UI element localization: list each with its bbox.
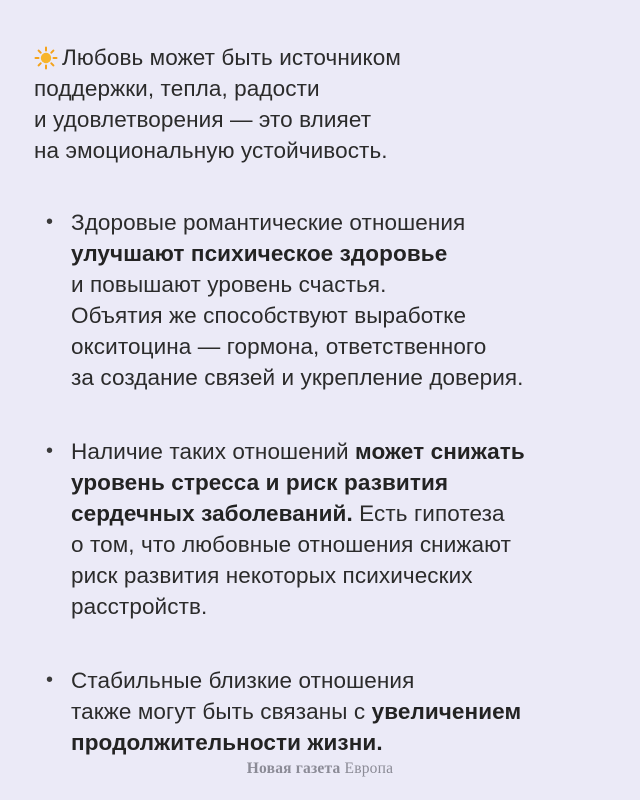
brand-name: Новая газета: [246, 760, 341, 777]
bullet-line: [71, 467, 614, 498]
bullet-line: [71, 696, 614, 727]
bullet-line: [71, 560, 614, 591]
bullet-item: [34, 436, 614, 622]
bullet-item: [34, 207, 614, 393]
text-segment: Наличие таких отношений: [71, 439, 356, 464]
bold-text: может снижать: [355, 439, 525, 464]
text-segment: о том, что любовные отношения снижают: [71, 532, 512, 557]
intro-paragraph: [34, 42, 614, 73]
bullet-line: [71, 727, 614, 758]
bold-text: увеличением: [371, 699, 522, 724]
intro-line: поддержки, тепла, радости: [34, 76, 320, 101]
brand-region: Европа: [344, 760, 394, 777]
bullet-line: [71, 238, 614, 269]
bold-text: улучшают психическое здоровье: [71, 241, 448, 266]
text-segment: Есть гипотеза: [352, 501, 505, 526]
text-segment: также могут быть связаны с: [71, 699, 372, 724]
bullet-line: [71, 269, 614, 300]
bullet-line: [71, 331, 614, 362]
intro-text: [62, 42, 401, 73]
brand-footer: [0, 760, 640, 778]
bullet-list: [34, 207, 614, 758]
text-segment: за создание связей и укрепление доверия.: [71, 365, 524, 390]
post-content: [34, 42, 614, 758]
intro-line: и удовлетворения — это влияет: [34, 107, 372, 132]
text-segment: Объятия же способствуют выработке: [71, 303, 467, 328]
bold-text: продолжительности жизни.: [71, 730, 383, 755]
sun-icon: [34, 42, 62, 73]
bold-text: сердечных заболеваний.: [71, 501, 353, 526]
text-segment: Стабильные близкие отношения: [71, 668, 415, 693]
bullet-line: [71, 529, 614, 560]
bullet-marker: •: [46, 440, 54, 462]
intro-line: Любовь может быть источником: [62, 45, 401, 70]
text-segment: и повышают уровень счастья.: [71, 272, 387, 297]
bullet-line: [71, 207, 614, 238]
bullet-line: [71, 591, 614, 622]
text-segment: расстройств.: [71, 594, 208, 619]
text-segment: Здоровые романтические отношения: [71, 210, 466, 235]
bullet-item: [34, 665, 614, 758]
bold-text: уровень стресса и риск развития: [71, 470, 449, 495]
bullet-line: [71, 665, 614, 696]
intro-line: на эмоциональную устойчивость.: [34, 138, 388, 163]
bullet-line: [71, 436, 614, 467]
bullet-marker: •: [46, 211, 54, 233]
bullet-line: [71, 362, 614, 393]
bullet-marker: •: [46, 669, 54, 691]
text-segment: окситоцина — гормона, ответственного: [71, 334, 487, 359]
bullet-line: [71, 498, 614, 529]
bullet-line: [71, 300, 614, 331]
intro-continuation: [34, 73, 614, 166]
text-segment: риск развития некоторых психических: [71, 563, 473, 588]
